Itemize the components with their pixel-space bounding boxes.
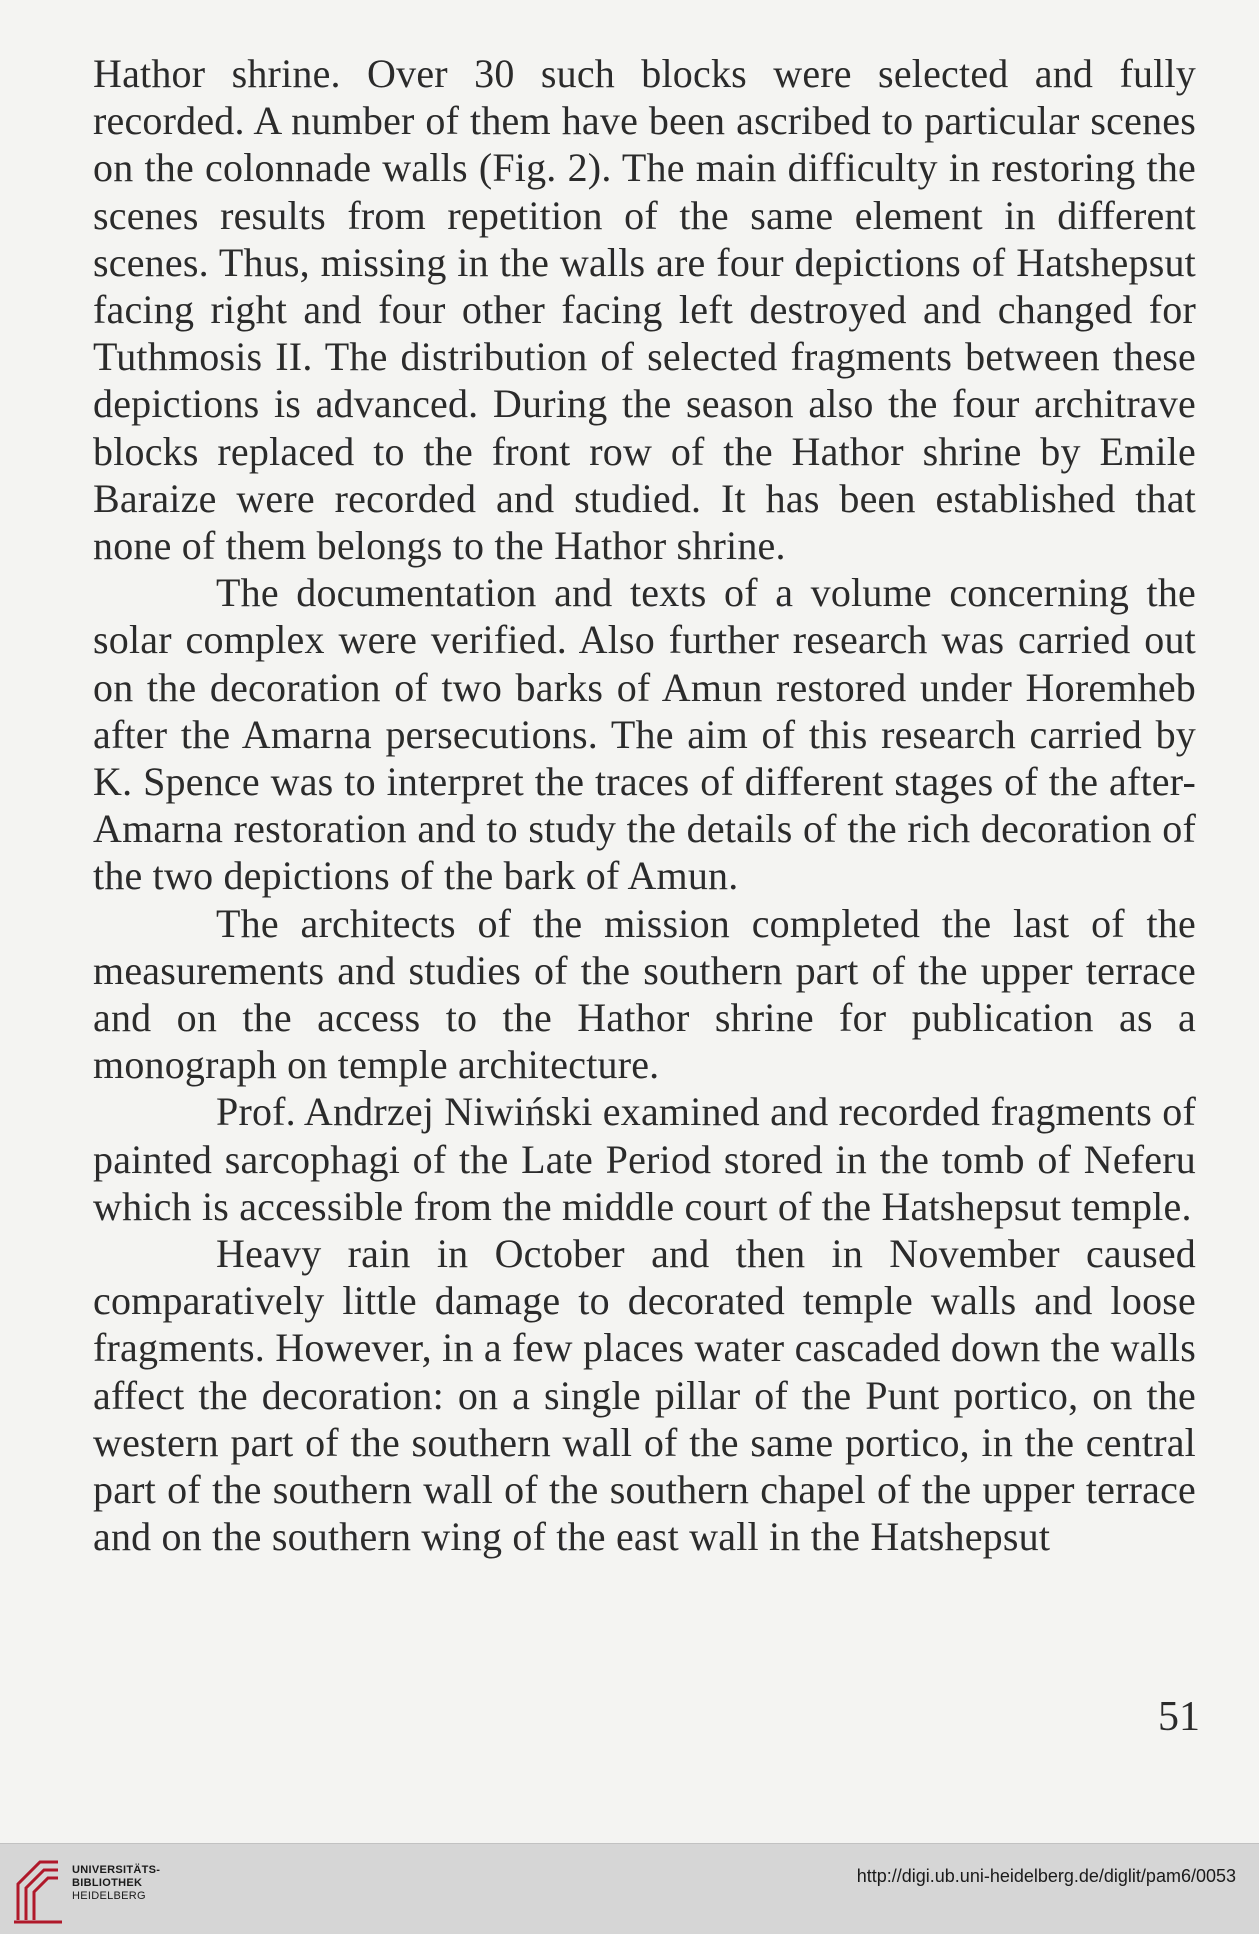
paragraph-4: Prof. Andrzej Niwiński examined and recorded fragments of painted sarcophagi of the Late Period stored in the tomb of Neferu which is accessible from the middle court of the Hatshepsut temple. <box>93 1089 1196 1229</box>
viewer-footer <box>0 1843 1259 1934</box>
paragraph-1: Hathor shrine. Over 30 such blocks were selected and fully recorded. A number of them have been ascribed to particular scenes on the colonnade walls (Fig. 2). The main difficulty in restoring the scenes results from repetition of the same element in different scenes. Thus, missing in the walls are four depictions of Hatshepsut facing right and four other facing left destroyed and changed for Tuthmosis II. The distribution of selected fragments between these depictions is advanced. During the season also the four architrave blocks replaced to the front row of the Hathor shrine by Emile Baraize were recorded and studied. It has been established that none of them belongs to the Hathor shrine. <box>93 51 1196 569</box>
library-name-line-3: HEIDELBERG <box>72 1890 146 1902</box>
library-name-line-2: BIBLIOTHEK <box>72 1877 143 1889</box>
page-number: 51 <box>1158 1694 1200 1740</box>
library-name-line-1: UNIVERSITÄTS- <box>72 1864 161 1876</box>
body-text <box>93 50 1196 1561</box>
source-url-link[interactable]: http://digi.ub.uni-heidelberg.de/diglit/pam6/0053 <box>856 1866 1236 1886</box>
library-logo-icon <box>10 1854 66 1926</box>
paragraph-2: The documentation and texts of a volume concerning the solar complex were verified. Also further research was carried out on the decoration of two barks of Amun restored under Horemheb after the Amarna persecutions. The aim of this research carried by K. Spence was to interpret the traces of different stages of the after-Amarna restoration and to study the details of the rich decoration of the two depictions of the bark of Amun. <box>93 570 1196 899</box>
paragraph-3: The architects of the mission completed the last of the measurements and studies of the southern part of the upper terrace and on the access to the Hathor shrine for publication as a monograph on temple architecture. <box>93 900 1196 1088</box>
library-name <box>72 1864 160 1903</box>
paragraph-5: Heavy rain in October and then in November caused comparatively little damage to decorated temple walls and loose fragments. However, in a few places water cascaded down the walls affect the decoration: on a single pillar of the Punt portico, on the western part of the southern wall of the same portico, in the central part of the southern wall of the southern chapel of the upper terrace and on the southern wing of the east wall in the Hatshepsut <box>93 1231 1196 1560</box>
